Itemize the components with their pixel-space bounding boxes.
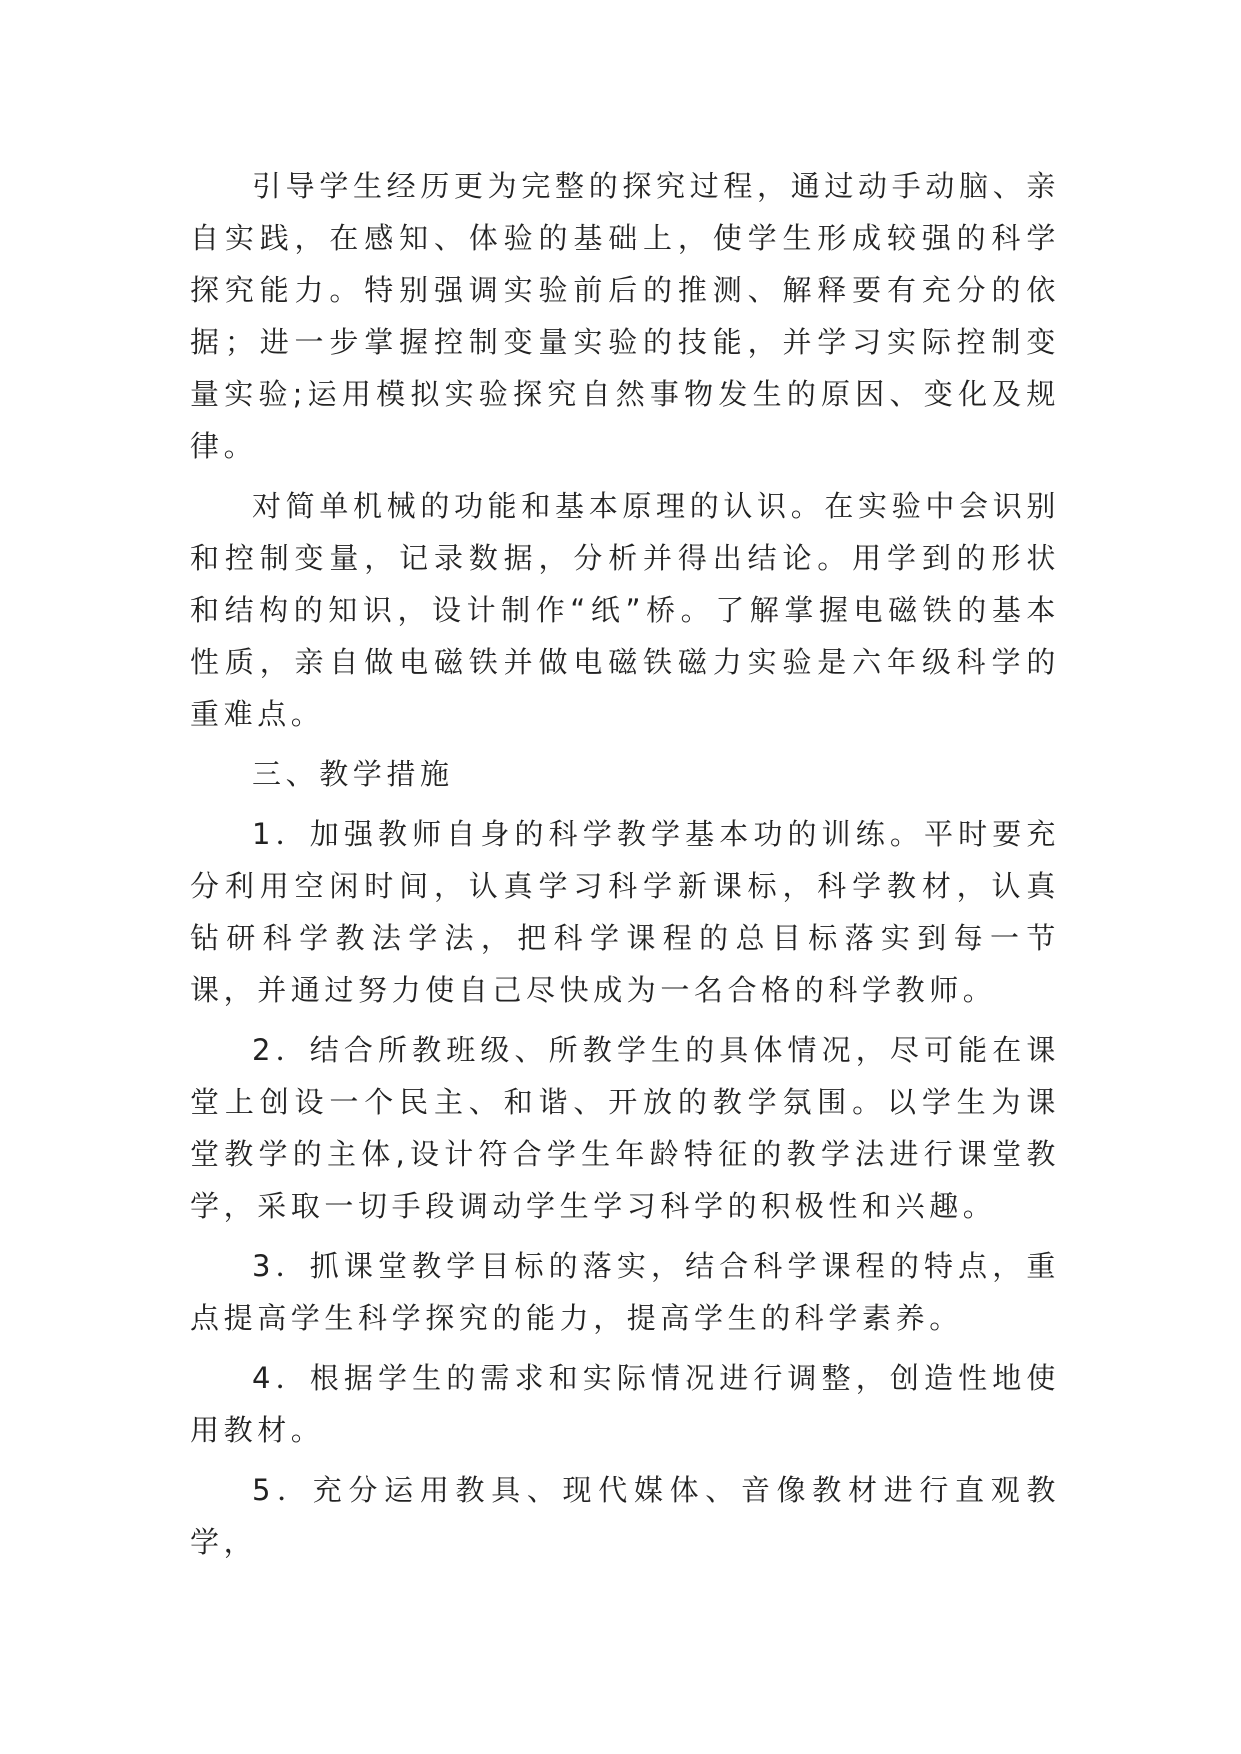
paragraph-inquiry-process: 引导学生经历更为完整的探究过程，通过动手动脑、亲自实践，在感知、体验的基础上，使学生形成较强的科学探究能力。特别强调实验前后的推测、解释要有充分的依据；进一步掌握控制变量实验的技能，并学习实际控制变量实验;运用模拟实验探究自然事物发生的原因、变化及规律。 [190,169,1060,463]
paragraph-measure-1: 1．加强教师自身的科学教学基本功的训练。平时要充分利用空闲时间，认真学习科学新课标，科学教材，认真钻研科学教法学法，把科学课程的总目标落实到每一节课，并通过努力使自己尽快成为一名合格的科学教师。 [190,817,1060,1007]
section-heading-teaching-measures: 三、教学措施 [252,757,454,791]
paragraph-measure-3: 3．抓课堂教学目标的落实，结合科学课程的特点，重点提高学生科学探究的能力，提高学生的科学素养。 [190,1249,1060,1335]
paragraph-measure-5: 5．充分运用教具、现代媒体、音像教材进行直观教学， [190,1473,1060,1559]
document-body [190,160,1060,1568]
paragraph-simple-machines: 对简单机械的功能和基本原理的认识。在实验中会识别和控制变量，记录数据，分析并得出结论。用学到的形状和结构的知识，设计制作“纸”桥。了解掌握电磁铁的基本性质，亲自做电磁铁并做电磁铁磁力实验是六年级科学的重难点。 [190,489,1060,731]
paragraph-measure-4: 4．根据学生的需求和实际情况进行调整，创造性地使用教材。 [190,1361,1060,1447]
paragraph-measure-2: 2．结合所教班级、所教学生的具体情况，尽可能在课堂上创设一个民主、和谐、开放的教学氛围。以学生为课堂教学的主体,设计符合学生年龄特征的教学法进行课堂教学，采取一切手段调动学生学习科学的积极性和兴趣。 [190,1033,1060,1223]
